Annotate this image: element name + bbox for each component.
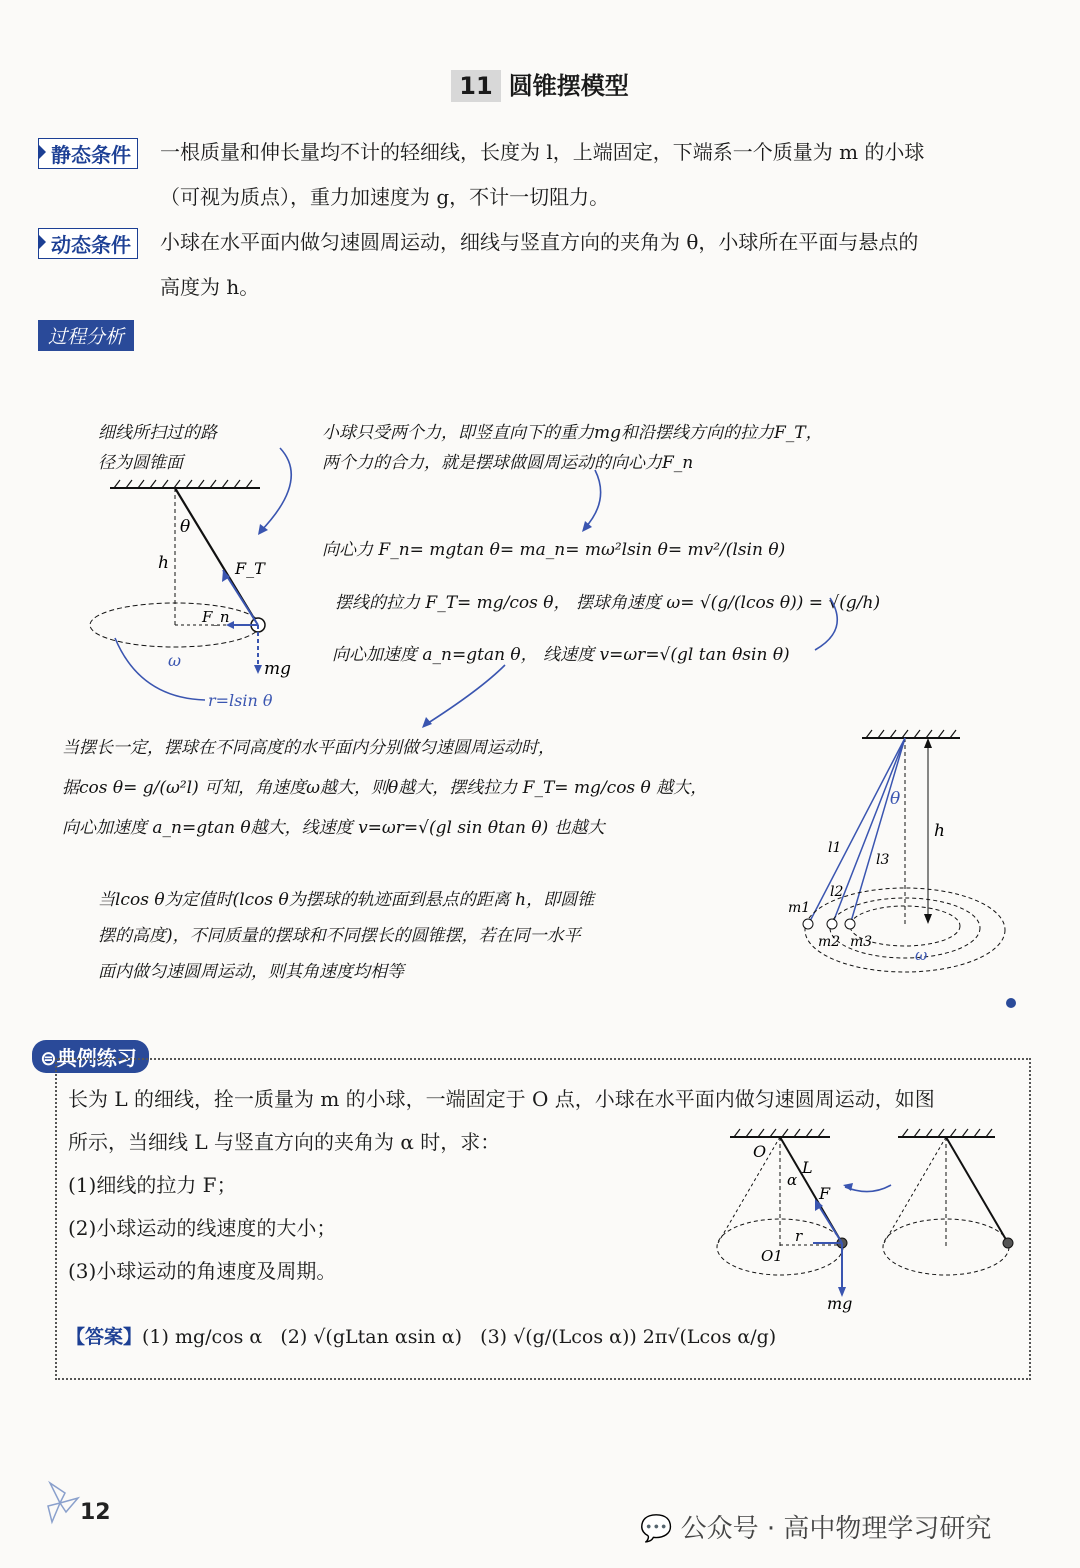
example-s3: (3)小球运动的角速度及周期。 — [68, 1259, 337, 1283]
static-cond-tag: 静态条件 — [38, 138, 138, 169]
string-l3 — [850, 738, 905, 925]
arrow-p1 — [425, 665, 505, 725]
ceiling-hatch — [114, 480, 252, 488]
answer-row — [66, 1322, 776, 1349]
fig-multi-cone — [788, 720, 1040, 990]
note-cone-line1: 细线所扫过的路 — [98, 423, 217, 443]
example-q1: 长为 L 的细线，拴一质量为 m 的小球，一端固定于 O 点，小球在水平面内做匀速圆周运动，如图 — [68, 1087, 935, 1111]
fig2-m3: m3 — [850, 934, 873, 950]
dynamic-cond-line2: 高度为 h。 — [160, 275, 260, 299]
note-p2 — [98, 882, 594, 990]
page-title — [0, 66, 1080, 101]
fig1-r: r=lsin θ — [208, 691, 273, 710]
example-s1: (1)细线的拉力 F； — [68, 1173, 237, 1197]
fig3-f: F — [819, 1184, 831, 1203]
answer-2: (2) √(gLtan αsin α) — [280, 1326, 463, 1348]
eq-tension: 摆线的拉力 F_T= mg/cos θ， 摆球角速度 ω= √(g/(lcos θ)) = √(g/h) — [335, 593, 881, 613]
fig3-l: L — [802, 1158, 813, 1177]
ball-m3 — [845, 919, 855, 929]
ball-m1 — [803, 919, 813, 929]
page-number: 12 — [80, 1500, 111, 1525]
static-cond-line1: 一根质量和伸长量均不计的轻细线，长度为 l，上端固定，下端系一个质量为 m 的小球 — [160, 140, 925, 164]
r-pointer-arrow — [115, 638, 205, 700]
fig1-omega: ω — [168, 651, 182, 670]
fig2-l3: l3 — [876, 852, 890, 868]
fig1-ft: F_T — [235, 559, 265, 578]
bullet-dot — [1006, 998, 1016, 1008]
static-cond-line2: （可视为质点），重力加速度为 g，不计一切阻力。 — [160, 185, 610, 209]
note-force-line2: 两个力的合力，就是摆球做圆周运动的向心力F_n — [322, 453, 694, 473]
section-title: 圆锥摆模型 — [508, 72, 629, 100]
fig3-mg: mg — [827, 1294, 853, 1313]
section-number: 11 — [451, 70, 500, 102]
annotation-arrows — [240, 440, 860, 740]
dynamic-cond-line1: 小球在水平面内做匀速圆周运动，细线与竖直方向的夹角为 θ，小球所在平面与悬点的 — [160, 230, 919, 254]
example-icon: ⊜ — [40, 1046, 57, 1070]
fig2-l2: l2 — [830, 884, 844, 900]
fig2-m2: m2 — [818, 934, 841, 950]
note-p2-line2: 摆的高度)，不同质量的摆球和不同摆长的圆锥摆，若在同一水平 — [98, 926, 581, 946]
note-force-line1: 小球只受两个力，即竖直向下的重力mg和沿摆线方向的拉力F_T， — [322, 423, 823, 443]
fig3-o: O — [753, 1142, 767, 1161]
example-q2: 所示，当细线 L 与竖直方向的夹角为 α 时，求： — [68, 1130, 501, 1154]
fig3-o1: O1 — [761, 1247, 783, 1265]
fig1-theta: θ — [180, 517, 191, 537]
arrow-omega — [815, 598, 837, 650]
watermark — [640, 1508, 991, 1545]
note-p2-line3: 面内做匀速圆周运动，则其角速度均相等 — [98, 962, 404, 982]
dynamic-cond-tag: 动态条件 — [38, 228, 138, 259]
fig-example-cones — [705, 1125, 1025, 1320]
answer-label: 【答案】 — [66, 1326, 143, 1348]
wechat-icon: 💬 — [640, 1514, 673, 1544]
fig2-h: h — [934, 821, 945, 841]
fig2-l1: l1 — [828, 840, 842, 856]
example-label: 典例练习 — [56, 1046, 137, 1070]
ball-m2 — [827, 919, 837, 929]
watermark-text: 公众号 · 高中物理学习研究 — [680, 1514, 992, 1544]
fig1-fn: F_n — [202, 608, 230, 626]
note-p1 — [62, 728, 707, 848]
dynamic-cond-text — [160, 220, 1040, 310]
fig2-theta: θ — [890, 789, 901, 809]
example-s2: (2)小球运动的线速度的大小； — [68, 1216, 337, 1240]
note-p2-line1: 当lcos θ为定值时(lcos θ为摆球的轨迹面到悬点的距离 h，即圆锥 — [98, 890, 595, 910]
answer-3: (3) √(g/(Lcos α)) 2π√(Lcos α/g) — [480, 1326, 777, 1348]
note-cone — [98, 418, 217, 478]
fig2-omega: ω — [915, 946, 928, 964]
arrow-cone — [260, 448, 291, 532]
eq-centripetal: 向心力 F_n= mgtan θ= ma_n= mω²lsin θ= mv²/(lsin θ) — [322, 540, 786, 560]
pinwheel-icon — [40, 1478, 80, 1528]
note-p1-line1: 当摆长一定，摆球在不同高度的水平面内分别做匀速圆周运动时， — [62, 738, 555, 758]
eq-acceleration: 向心加速度 a_n=gtan θ， 线速度 v=ωr=√(gl tan θsin θ) — [332, 645, 790, 665]
fig1-mg: mg — [264, 659, 292, 679]
note-cone-line2: 径为圆锥面 — [98, 453, 183, 473]
string-l1 — [808, 738, 905, 925]
answer-1: (1) mg/cos α — [142, 1326, 263, 1348]
fig3-r: r — [795, 1227, 803, 1245]
static-cond-text — [160, 130, 1040, 220]
note-p1-line3: 向心加速度 a_n=gtan θ越大，线速度 v=ωr=√(gl sin θtan θ) 也越大 — [62, 818, 605, 838]
process-tag: 过程分析 — [38, 320, 134, 351]
fig2-m1: m1 — [788, 900, 811, 916]
fig1-h: h — [158, 553, 169, 573]
arrow-force — [585, 470, 601, 528]
fig3-alpha: α — [787, 1171, 798, 1189]
note-p1-line2: 据cos θ= g/(ω²l) 可知，角速度ω越大，则θ越大，摆线拉力 F_T= mg/cos θ 越大， — [62, 778, 708, 798]
